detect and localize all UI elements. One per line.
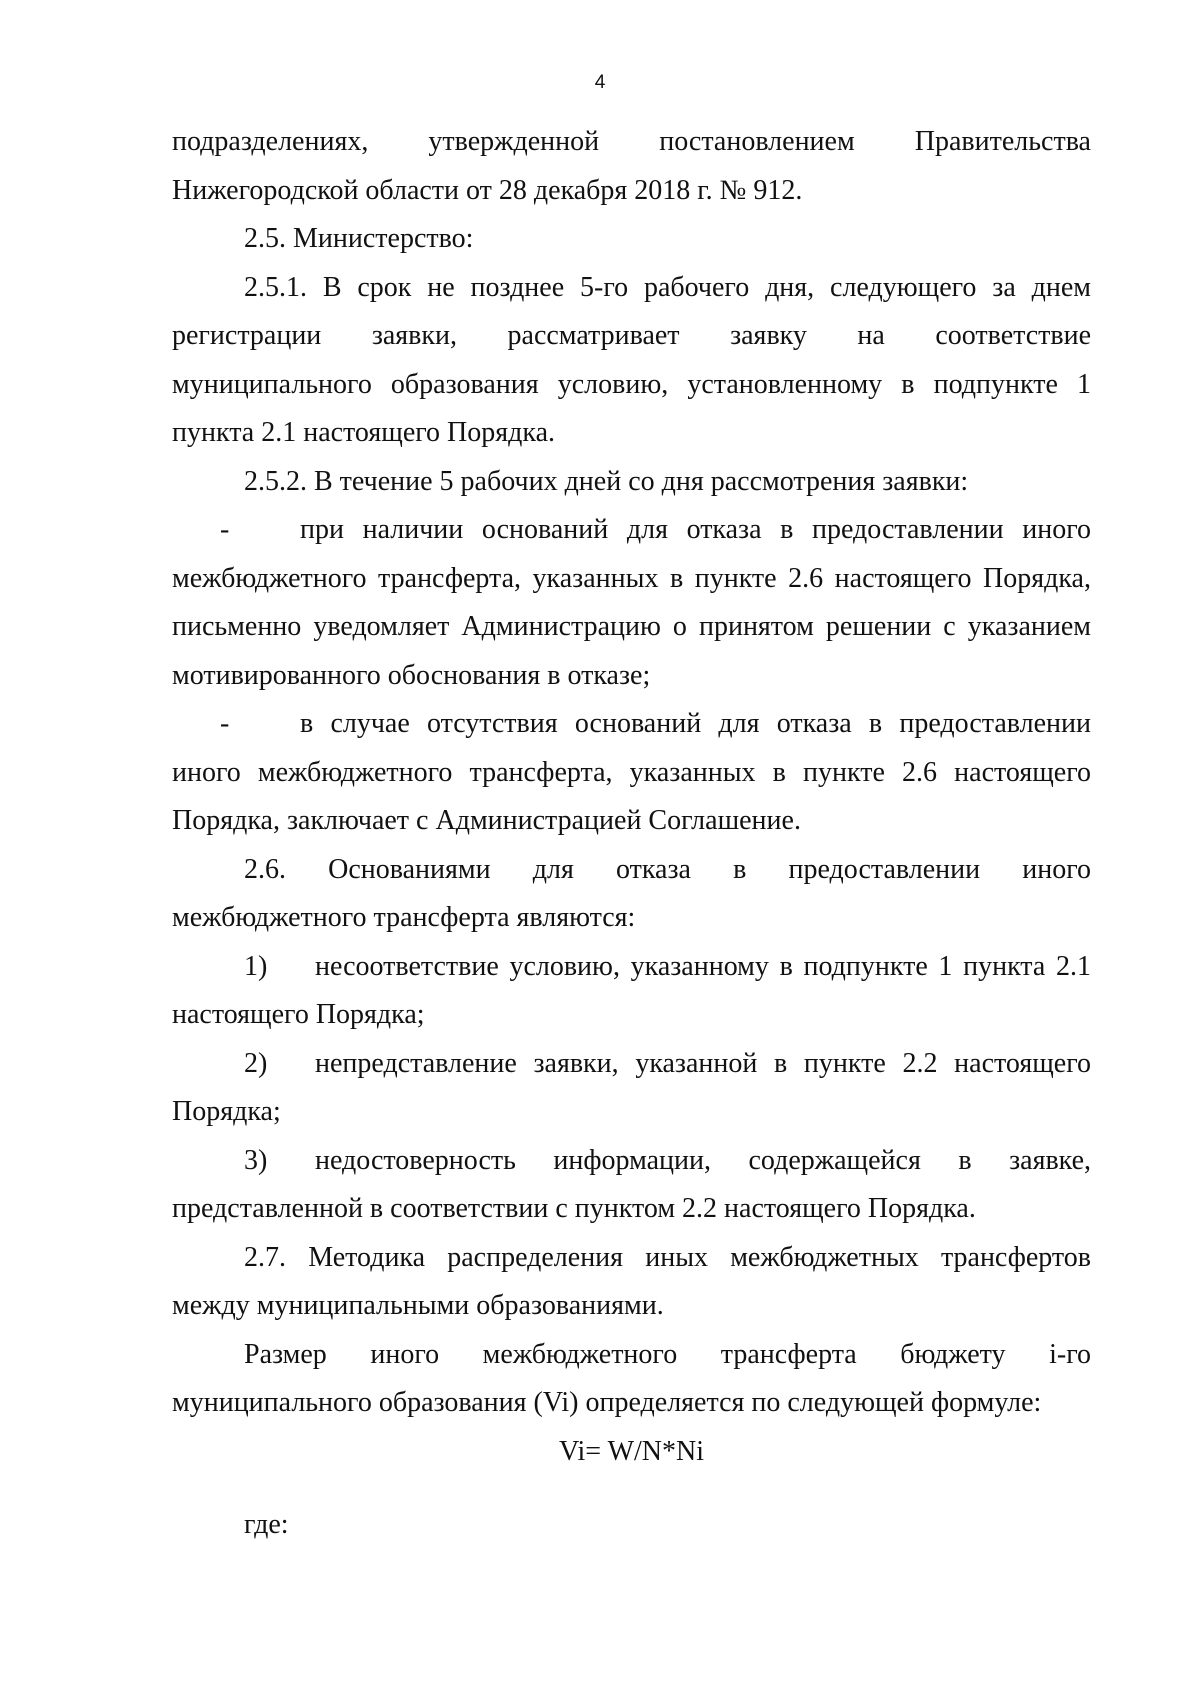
paragraph-line: иного межбюджетного трансферта, указанных в пункте 2.6 настоящего <box>172 756 1091 788</box>
paragraph-line: пункта 2.1 настоящего Порядка. <box>172 417 555 448</box>
paragraph-line: несоответствие условию, указанному в подпункте 1 пункта 2.1 <box>315 950 1091 982</box>
paragraph-line: где: <box>244 1509 289 1540</box>
paragraph-line: регистрации заявки, рассматривает заявку на соответствие <box>172 320 1091 351</box>
paragraph-line: муниципального образования условию, установленному в подпункте 1 <box>172 368 1091 400</box>
paragraph-line: в случае отсутствия оснований для отказа в предоставлении <box>300 708 1091 739</box>
paragraph-line: мотивированного обоснования в отказе; <box>172 659 651 691</box>
paragraph-line: непредставление заявки, указанной в пункте 2.2 настоящего <box>315 1047 1091 1079</box>
item-number: 2) <box>244 1047 268 1079</box>
paragraph-line: при наличии оснований для отказа в предоставлении иного <box>300 514 1091 545</box>
paragraph-line: 2.5.1. В срок не позднее 5-го рабочего дня, следующего за днем <box>244 271 1091 303</box>
item-number: 3) <box>244 1144 268 1176</box>
paragraph-line: Порядка; <box>172 1096 281 1127</box>
paragraph-line: письменно уведомляет Администрацию о принятом решении с указанием <box>172 611 1091 642</box>
paragraph-line: между муниципальными образованиями. <box>172 1290 664 1321</box>
paragraph-line: настоящего Порядка; <box>172 999 425 1030</box>
paragraph-line: Нижегородской области от 28 декабря 2018 г. № 912. <box>172 174 803 206</box>
list-item-dash-1 <box>172 506 1091 555</box>
paragraph-line: 2.7. Методика распределения иных межбюджетных трансфертов <box>244 1241 1091 1273</box>
dash-marker: - <box>220 708 230 739</box>
formula: Vi= W/N*Ni <box>558 1435 705 1467</box>
paragraph-line: Порядка, заключает с Администрацией Соглашение. <box>172 805 801 836</box>
paragraph-line: представленной в соответствии с пунктом 2.2 настоящего Порядка. <box>172 1193 976 1224</box>
page-number: 4 <box>594 72 606 93</box>
paragraph-line: недостоверность информации, содержащейся в заявке, <box>315 1144 1091 1176</box>
paragraph-line: межбюджетного трансферта, указанных в пункте 2.6 настоящего Порядка, <box>172 562 1091 594</box>
list-item-3 <box>172 1137 1091 1186</box>
paragraph-line: 2.6. Основаниями для отказа в предоставлении иного <box>244 853 1091 885</box>
list-item-2 <box>172 1040 1091 1089</box>
item-number: 1) <box>244 950 268 982</box>
paragraph-line: муниципального образования (Vi) определяется по следующей формуле: <box>172 1387 1042 1418</box>
document-body <box>172 118 1091 1550</box>
list-item-1 <box>172 943 1091 992</box>
list-item-dash-2 <box>172 700 1091 749</box>
section-heading: 2.5. Министерство: <box>244 223 474 254</box>
paragraph-line: межбюджетного трансферта являются: <box>172 902 636 933</box>
paragraph-line: подразделениях, утвержденной постановлением Правительства <box>172 126 1091 157</box>
paragraph-line: 2.5.2. В течение 5 рабочих дней со дня рассмотрения заявки: <box>244 465 969 497</box>
dash-marker: - <box>220 514 230 545</box>
paragraph-line: Размер иного межбюджетного трансферта бюджету i-го <box>244 1338 1091 1370</box>
